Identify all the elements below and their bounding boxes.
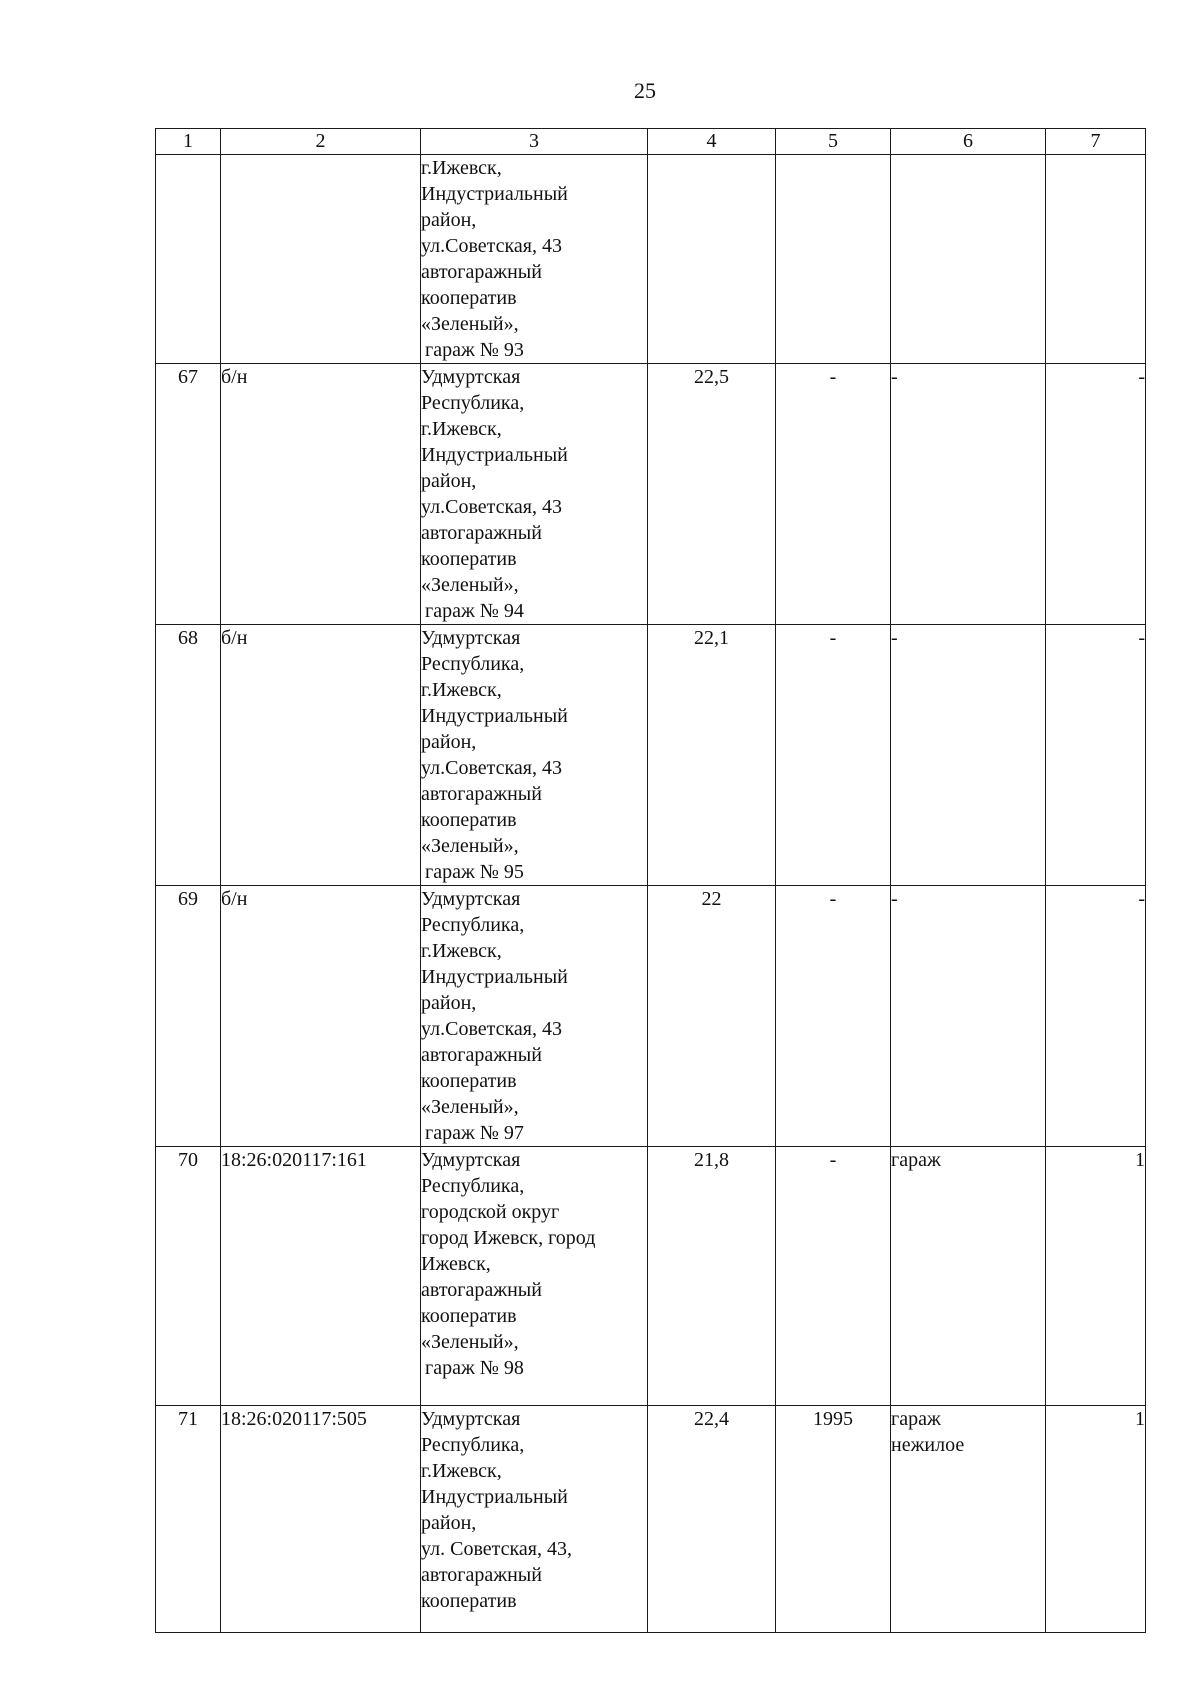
table-header-row: [156, 129, 1146, 155]
year-cell: -: [776, 364, 891, 625]
cell-text-line: Индустриальный: [421, 444, 568, 466]
row-number-cell: [156, 155, 221, 364]
cell-text-line: гараж № 97: [425, 1122, 524, 1144]
cell-text-line: автогаражный: [421, 783, 542, 805]
cell-text-line: «Зеленый»,: [421, 835, 519, 857]
cell-text-line: Удмуртская: [421, 1149, 521, 1171]
row-number-cell: 67: [156, 364, 221, 625]
cell-text-line: кооператив: [421, 809, 517, 831]
cell-text-line: Республика,: [421, 914, 525, 936]
cell-text-line: автогаражный: [421, 1044, 542, 1066]
cadastral-number-cell: 18:26:020117:161: [221, 1147, 421, 1406]
cell-text-line: ул.Советская, 43: [421, 757, 562, 779]
cell-text-line: городской округ: [421, 1201, 560, 1223]
year-cell: -: [776, 1147, 891, 1406]
cell-text-line: г.Ижевск,: [421, 157, 502, 179]
cell-text-line: Республика,: [421, 1434, 525, 1456]
cell-text-line: -: [891, 888, 898, 910]
cell-text-line: г.Ижевск,: [421, 940, 502, 962]
count-cell: 1: [1046, 1406, 1146, 1633]
area-cell: 22,5: [648, 364, 776, 625]
address-cell: [421, 364, 648, 625]
area-cell: 22: [648, 886, 776, 1147]
cell-text-line: автогаражный: [421, 261, 542, 283]
cell-text-line: нежилое: [891, 1434, 965, 1456]
row-number-cell: 69: [156, 886, 221, 1147]
cell-text-line: гараж № 94: [425, 600, 524, 622]
object-name-cell: [891, 364, 1046, 625]
cadastral-number-cell: б/н: [221, 625, 421, 886]
table-row: [156, 155, 1146, 364]
cell-text-line: ул. Советская, 43,: [421, 1538, 572, 1560]
cell-text-line: район,: [421, 731, 477, 753]
cell-text-line: «Зеленый»,: [421, 1331, 519, 1353]
year-cell: [776, 155, 891, 364]
cell-text-line: ул.Советская, 43: [421, 1018, 562, 1040]
row-number-cell: 68: [156, 625, 221, 886]
table-row: [156, 625, 1146, 886]
cell-text-line: -: [891, 627, 898, 649]
cell-text-line: город Ижевск, город: [421, 1227, 596, 1249]
cell-text-line: гараж: [891, 1408, 941, 1430]
count-cell: -: [1046, 364, 1146, 625]
count-cell: [1046, 155, 1146, 364]
cell-text-line: кооператив: [421, 1305, 517, 1327]
column-header: 5: [776, 129, 891, 155]
area-cell: 22,1: [648, 625, 776, 886]
cell-text-line: кооператив: [421, 548, 517, 570]
cell-text-line: гараж № 93: [425, 339, 524, 361]
count-cell: -: [1046, 886, 1146, 1147]
cell-text-line: район,: [421, 209, 477, 231]
object-name-cell: [891, 1406, 1046, 1633]
address-cell: [421, 625, 648, 886]
area-cell: 22,4: [648, 1406, 776, 1633]
table-body: [156, 155, 1146, 1633]
address-cell: [421, 886, 648, 1147]
address-cell: [421, 155, 648, 364]
object-name-cell: [891, 155, 1046, 364]
year-cell: -: [776, 886, 891, 1147]
cell-text-line: гараж № 98: [425, 1357, 524, 1379]
cell-text-line: «Зеленый»,: [421, 313, 519, 335]
cell-text-line: район,: [421, 1512, 477, 1534]
cell-text-line: Удмуртская: [421, 366, 521, 388]
cell-text-line: ул.Советская, 43: [421, 496, 562, 518]
column-header: 3: [421, 129, 648, 155]
cell-text-line: автогаражный: [421, 1564, 542, 1586]
cell-text-line: Удмуртская: [421, 888, 521, 910]
cell-text-line: кооператив: [421, 1590, 517, 1612]
column-header: 6: [891, 129, 1046, 155]
cell-text-line: г.Ижевск,: [421, 679, 502, 701]
cell-text-line: Индустриальный: [421, 1486, 568, 1508]
table-row: [156, 1406, 1146, 1633]
table-row: [156, 1147, 1146, 1406]
cell-text-line: автогаражный: [421, 1279, 542, 1301]
cell-text-line: автогаражный: [421, 522, 542, 544]
cell-text-line: кооператив: [421, 1070, 517, 1092]
cell-text-line: «Зеленый»,: [421, 1096, 519, 1118]
registry-table: [155, 128, 1146, 1633]
cell-text-line: -: [891, 366, 898, 388]
cell-text-line: «Зеленый»,: [421, 574, 519, 596]
cell-text-line: ул.Советская, 43: [421, 235, 562, 257]
object-name-cell: [891, 886, 1046, 1147]
cell-text-line: Индустриальный: [421, 183, 568, 205]
cell-text-line: Республика,: [421, 392, 525, 414]
row-number-cell: 70: [156, 1147, 221, 1406]
count-cell: -: [1046, 625, 1146, 886]
cell-text-line: Республика,: [421, 653, 525, 675]
column-header: 1: [156, 129, 221, 155]
cell-text-line: кооператив: [421, 287, 517, 309]
object-name-cell: [891, 1147, 1046, 1406]
page-number: 25: [634, 78, 656, 103]
cell-text-line: Индустриальный: [421, 966, 568, 988]
address-cell: [421, 1147, 648, 1406]
year-cell: 1995: [776, 1406, 891, 1633]
count-cell: 1: [1046, 1147, 1146, 1406]
cadastral-number-cell: [221, 155, 421, 364]
cell-text-line: Индустриальный: [421, 705, 568, 727]
cadastral-number-cell: 18:26:020117:505: [221, 1406, 421, 1633]
cadastral-number-cell: б/н: [221, 364, 421, 625]
cell-text-line: гараж № 95: [425, 861, 524, 883]
column-header: 2: [221, 129, 421, 155]
cell-text-line: гараж: [891, 1149, 941, 1171]
object-name-cell: [891, 625, 1046, 886]
table-row: [156, 364, 1146, 625]
row-number-cell: 71: [156, 1406, 221, 1633]
column-header: 4: [648, 129, 776, 155]
table-row: [156, 886, 1146, 1147]
cell-text-line: район,: [421, 992, 477, 1014]
address-cell: [421, 1406, 648, 1633]
column-header: 7: [1046, 129, 1146, 155]
cell-text-line: г.Ижевск,: [421, 1460, 502, 1482]
area-cell: 21,8: [648, 1147, 776, 1406]
cell-text-line: г.Ижевск,: [421, 418, 502, 440]
cell-text-line: Республика,: [421, 1175, 525, 1197]
cell-text-line: район,: [421, 470, 477, 492]
area-cell: [648, 155, 776, 364]
cadastral-number-cell: б/н: [221, 886, 421, 1147]
year-cell: -: [776, 625, 891, 886]
cell-text-line: Ижевск,: [421, 1253, 491, 1275]
cell-text-line: Удмуртская: [421, 627, 521, 649]
cell-text-line: Удмуртская: [421, 1408, 521, 1430]
